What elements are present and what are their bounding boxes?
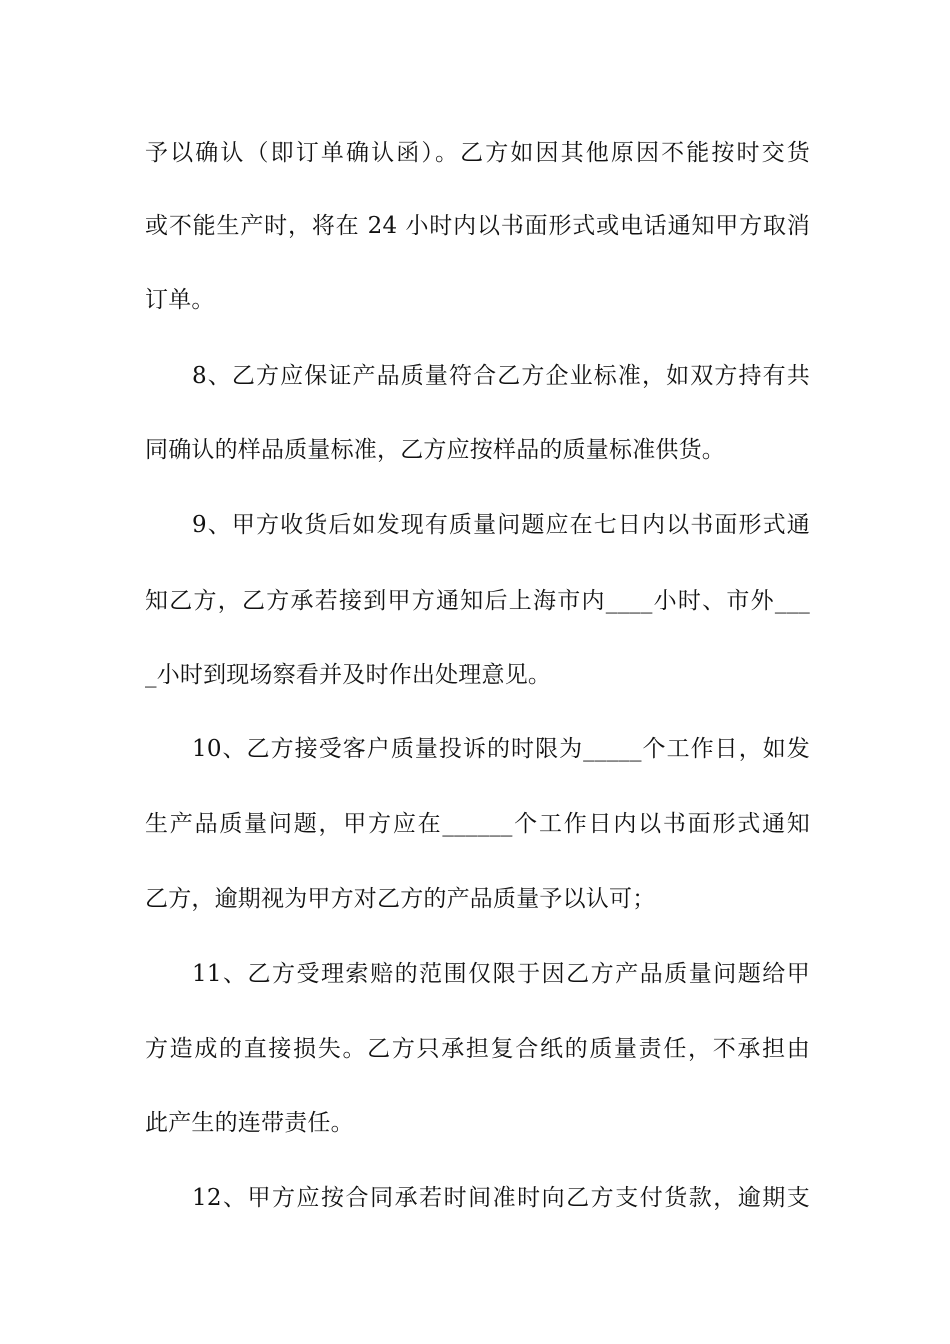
- text-line: 此产生的连带责任。: [145, 1110, 354, 1136]
- text-line: 或不能生产时，将在 24 小时内以书面形式或电话通知甲方取消: [145, 213, 810, 239]
- text-line: 乙方，逾期视为甲方对乙方的产品质量予以认可；: [145, 886, 656, 912]
- clause-9-line: 9、甲方收货后如发现有质量问题应在七日内以书面形式通: [192, 512, 810, 538]
- text-line: 生产品质量问题，甲方应在______个工作日内以书面形式通知: [145, 811, 810, 837]
- text-line: 方造成的直接损失。乙方只承担复合纸的质量责任，不承担由: [145, 1036, 810, 1062]
- text-line: 知乙方，乙方承若接到甲方通知后上海市内____小时、市外___: [145, 588, 810, 614]
- text-line: 同确认的样品质量标准，乙方应按样品的质量标准供货。: [145, 437, 725, 463]
- text-line: 订单。: [145, 287, 215, 313]
- clause-11-line: 11、乙方受理索赔的范围仅限于因乙方产品质量问题给甲: [192, 961, 810, 987]
- clause-8-line: 8、乙方应保证产品质量符合乙方企业标准，如双方持有共: [192, 363, 810, 389]
- clause-12-line: 12、甲方应按合同承若时间准时向乙方支付货款，逾期支: [192, 1185, 810, 1211]
- text-line: 予以确认（即订单确认函）。乙方如因其他原因不能按时交货: [145, 140, 810, 166]
- text-line: _小时到现场察看并及时作出处理意见。: [145, 662, 552, 688]
- clause-10-line: 10、乙方接受客户质量投诉的时限为_____个工作日，如发: [192, 736, 810, 762]
